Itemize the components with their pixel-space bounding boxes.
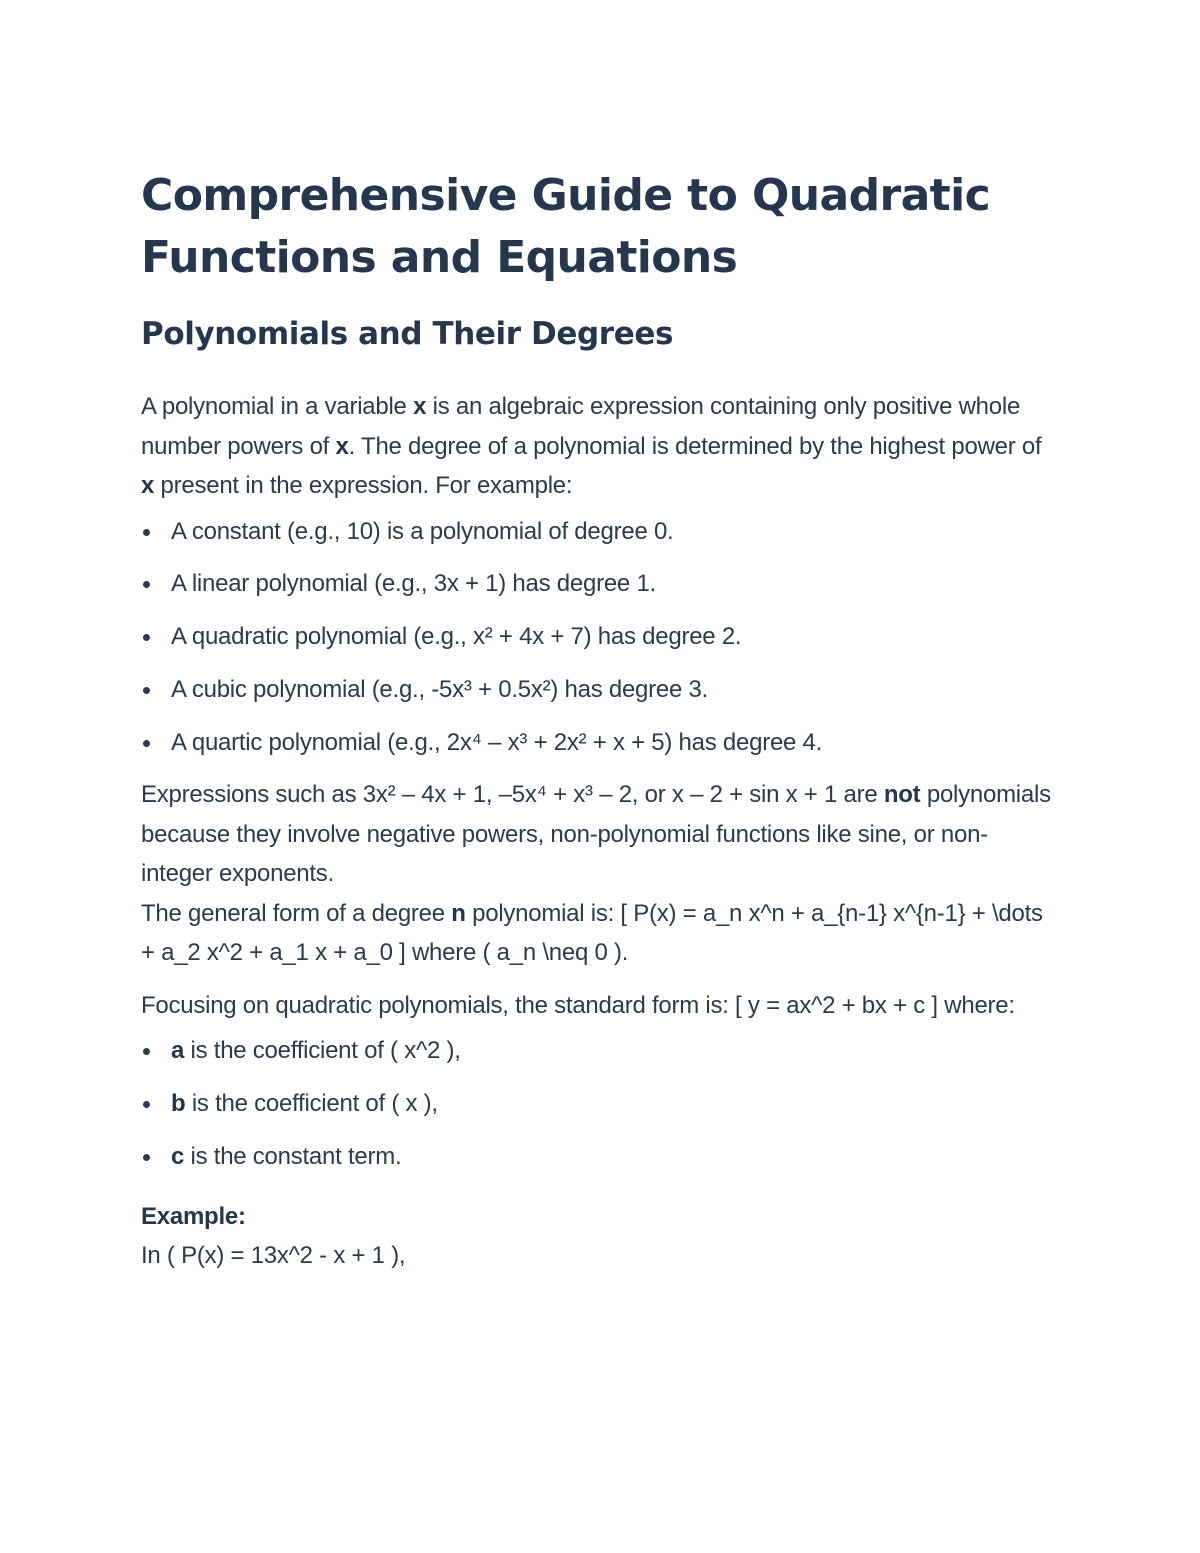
section-heading: Polynomials and Their Degrees: [141, 316, 673, 352]
list-item-text: A quadratic polynomial (e.g., x² + 4x + 7) has degree 2.: [171, 623, 742, 651]
degree-examples-list: [141, 506, 1051, 770]
list-item: [141, 664, 1051, 717]
bullet-icon: [143, 581, 150, 588]
example-label-text: Example:: [141, 1202, 246, 1230]
bullet-icon: [143, 1101, 150, 1108]
bullet-icon: [143, 529, 150, 536]
coefficient-term: b: [171, 1090, 186, 1118]
non-polynomial-text-1: Expressions such as 3x² – 4x + 1, –5x⁴ + x³ – 2, or x – 2 + sin x + 1 are: [141, 781, 884, 809]
bullet-icon: [143, 1048, 150, 1055]
general-form-text-1: The general form of a degree: [141, 899, 452, 927]
list-item-text: A quartic polynomial (e.g., 2x⁴ – x³ + 2x² + x + 5) has degree 4.: [171, 728, 823, 756]
intro-text-3: . The degree of a polynomial is determined by the highest power of: [348, 432, 1042, 460]
bullet-icon: [143, 687, 150, 694]
list-item-text: A cubic polynomial (e.g., -5x³ + 0.5x²) has degree 3.: [171, 675, 709, 703]
list-item: [141, 1131, 1051, 1184]
bullet-icon: [143, 1154, 150, 1161]
general-form-variable: n: [451, 899, 466, 927]
non-polynomial-emphasis: not: [883, 781, 921, 809]
intro-variable-3: x: [141, 472, 155, 499]
general-form-paragraph: [141, 894, 1051, 973]
list-item: [141, 1025, 1051, 1078]
non-polynomial-text-2: polynomials because they involve negative powers, non-polynomial functions like sine, or non-integer exponents.: [141, 781, 1051, 888]
intro-text-1: A polynomial in a variable: [141, 393, 414, 420]
intro-paragraph: [141, 387, 1051, 506]
intro-variable-1: x: [413, 393, 427, 420]
coefficient-term: c: [171, 1143, 185, 1171]
general-form-text-2: polynomial is: [ P(x) = a_n x^n + a_{n-1} x^{n-1} + \dots + a_2 x^2 + a_1 x + a_0 ] where ( a_n \neq 0 ).: [141, 899, 1043, 967]
non-polynomial-paragraph: [141, 775, 1051, 894]
coefficients-list: [141, 1025, 1051, 1183]
example-text: In ( P(x) = 13x^2 - x + 1 ),: [141, 1242, 406, 1270]
intro-variable-2: x: [335, 432, 349, 460]
list-item-text: A constant (e.g., 10) is a polynomial of degree 0.: [171, 517, 674, 545]
list-item: [141, 611, 1051, 664]
page-title: Comprehensive Guide to Quadratic Functions and Equations: [141, 170, 991, 283]
example-label: [141, 1197, 1051, 1237]
intro-text-4: present in the expression. For example:: [154, 472, 573, 499]
standard-form-paragraph: Focusing on quadratic polynomials, the standard form is: [ y = ax^2 + bx + c ] where:: [141, 991, 1015, 1019]
coefficient-term: a: [171, 1037, 185, 1065]
list-item-text: A linear polynomial (e.g., 3x + 1) has degree 1.: [171, 570, 656, 598]
coefficient-description: is the constant term.: [184, 1143, 402, 1171]
list-item: [141, 506, 1051, 559]
list-item: [141, 1078, 1051, 1131]
coefficient-description: is the coefficient of ( x ),: [185, 1090, 438, 1118]
list-item: [141, 558, 1051, 611]
intro-text-2: is an algebraic expression containing only positive whole number powers of: [141, 393, 1021, 460]
bullet-icon: [143, 634, 150, 641]
list-item: [141, 717, 1051, 770]
bullet-icon: [143, 740, 150, 747]
coefficient-description: is the coefficient of ( x^2 ),: [184, 1037, 461, 1065]
document-page: [141, 165, 1051, 1276]
